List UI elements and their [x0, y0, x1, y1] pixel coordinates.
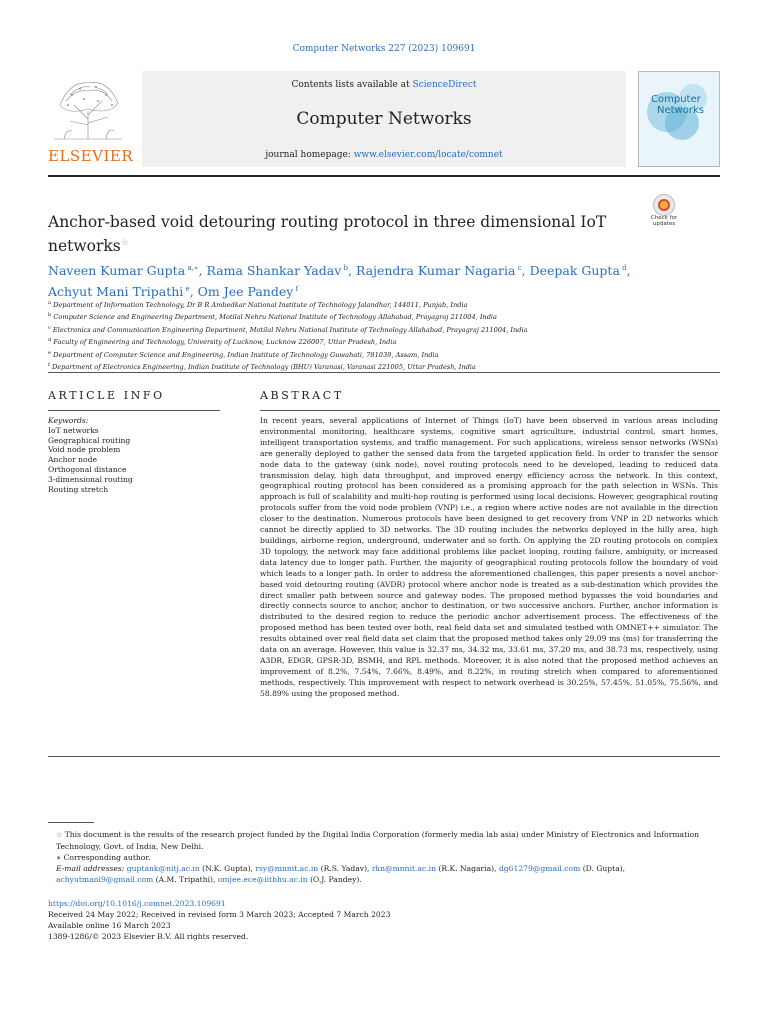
contents-prefix: Contents lists available at [291, 80, 413, 90]
copyright-line: 1389-1286/© 2023 Elsevier B.V. All rights reserved. [48, 932, 249, 941]
masthead-banner [142, 71, 626, 167]
sciencedirect-link[interactable]: ScienceDirect [412, 80, 477, 90]
elsevier-tree-icon [50, 75, 126, 141]
title-footnote-mark[interactable]: ☆ [120, 238, 129, 248]
corresponding-mark: ∗ [56, 853, 62, 862]
affiliation-item: $^f$ Department of Electronics Engineering, Indian Institute of Technology (BHU) Varanasi, Varanasi 221005, Uttar Pradesh, India [48, 362, 476, 372]
email-link[interactable]: dg61279@gmail.com [498, 864, 581, 873]
keywords-label: Keywords: [48, 416, 89, 425]
abstract-end-rule [48, 756, 720, 757]
abstract-rule [260, 410, 720, 411]
author-affiliation-mark: e [185, 285, 190, 294]
doi-link[interactable]: https://doi.org/10.1016/j.comnet.2023.109691 [48, 899, 226, 908]
affiliation-item: $^c$ Electronics and Communication Engineering Department, Motilal Nehru National Institute of Technology Allahabad, Prayagraj 211004, India [48, 324, 528, 335]
article-info-rule [48, 410, 220, 411]
journal-name[interactable]: Computer Networks [296, 109, 472, 129]
email-link[interactable]: rkn@mnnit.ac.in [371, 864, 436, 873]
contents-line [142, 80, 626, 90]
corresponding-footnote [48, 852, 720, 863]
journal-citation-link[interactable]: Computer Networks 227 (2023) 109691 [292, 44, 476, 54]
author-name[interactable]: Rajendra Kumar Nagaria [355, 263, 516, 279]
homepage-line [142, 150, 626, 160]
affiliation-item: $^e$ Department of Computer Science and Engineering, Indian Institute of Technology Guwahati, 781039, Assam, India [48, 349, 439, 360]
author-name[interactable]: Rama Shankar Yadav [206, 263, 342, 279]
author-affiliation-mark: d [622, 264, 627, 272]
section-rule [48, 372, 720, 373]
keywords-block [48, 416, 228, 494]
author-affiliation-mark: f [295, 285, 299, 294]
homepage-link[interactable]: www.elsevier.com/locate/comnet [353, 150, 503, 160]
publication-info [48, 898, 720, 942]
elsevier-logo[interactable] [48, 71, 134, 167]
author-affiliation-mark: b [343, 264, 348, 272]
check-for-updates-badge[interactable] [647, 194, 681, 230]
funding-footnote-text: This document is the results of the research project funded by the Digital India Corporation (formerly media lab asia) under Ministry of Electronics and Information Technology, Govt. of India, New Delhi. [56, 830, 700, 851]
author-name[interactable]: Achyut Mani Tripathi [48, 284, 184, 300]
cover-title [651, 94, 704, 116]
publisher-name: ELSEVIER [48, 147, 134, 165]
article-info-heading: ARTICLE INFO [48, 389, 165, 402]
affiliation-list [48, 298, 720, 373]
keyword-item: IoT networks [48, 425, 99, 435]
keyword-item: Geographical routing [48, 435, 131, 445]
affiliation-item: $^b$ Computer Science and Engineering Department, Motilal Nehru National Institute of Technology Allahabad, Prayagraj 211004, India [48, 312, 497, 322]
masthead-rule [48, 175, 720, 177]
footnotes [48, 829, 720, 885]
funding-footnote [48, 829, 720, 852]
author-name[interactable]: Naveen Kumar Gupta [48, 263, 186, 279]
email-footnote: E-mail addresses: guptank@nitj.ac.in (N.K. Gupta), rsy@mnnit.ac.in (R.S. Yadav), rkn@mnnit.ac.in (R.K. Nagaria), dg61279@gmail.com (D. Gupta), achyutmani9@gmail.com (A.M. Tripathi), omjee.ece@iitbhu.ac.in (O.J. Pandey). [56, 864, 626, 884]
affiliation-item: $^a$ Department of Information Technology, Dr B R Ambedkar National Institute of Technology Jalandhar, 144011, Punjab, India [48, 300, 468, 310]
affiliation-item: $^d$ Faculty of Engineering and Technology, University of Lucknow, Lucknow 226007, Uttar Pradesh, India [48, 337, 397, 347]
check-updates-icon [653, 194, 675, 216]
keyword-item: Orthogonal distance [48, 464, 127, 474]
article-title [48, 212, 608, 257]
check-updates-label: Check for updates [650, 215, 678, 227]
keyword-item: Void node problem [48, 445, 121, 455]
author-name[interactable]: Deepak Gupta [529, 263, 620, 279]
keyword-item: 3-dimensional routing [48, 474, 133, 484]
author-list: Naveen Kumar Gupta $^{a,∗}$, Rama Shankar Yadav $^b$, Rajendra Kumar Nagaria $^c$, Deepak Gupta $^d$, Achyut Mani Tripathi $^e$, Om Jee Pandey $^f$ [48, 263, 631, 300]
funding-footnote-mark: ☆ [56, 831, 63, 839]
journal-masthead [48, 71, 720, 167]
email-link[interactable]: achyutmani9@gmail.com [56, 875, 154, 884]
abstract-text: In recent years, several applications of Internet of Things (IoT) have been observed in various areas including environmental monitoring, healthcare systems, cognitive smart agriculture, industrial control, smart homes, intelligent transportation systems, and traffic management. For such applications, wireless sensor networks (WSNs) are generally deployed to gather the sensed data from the targeted application field. In order to transfer the sensor node data to the gateway (sink node), novel routing protocols need to be developed, leading to reduced data transmission delay, high data throughput, and improved energy efficiency across the network. In this context, geographical routing protocol has been considered as a promising approach for the path selection in WSNs. This approach is full of scalability and multi-hop routing is performed using local decisions. However, geographical routing protocols suffer from the void node problem (VNP) i.e., a region where active nodes are not available in the direction closer to the destination. Numerous protocols have been designed to get recovery from VNP in 2D networks which cannot be directly applied to 3D networks. The 3D routing includes the networks deployed in the hilly area, high buildings, airborne region, underground, underwater and so forth. On applying the 2D routing protocols on complex 3D topology, the network may face additional problems like packet looping, routing failure, ambiguity, or increased data latency due to longer path. Further, the majority of geographical routing protocols follow the boundary of void which leads to a longer path. In order to address the aforementioned challenges, this paper presents a novel anchor-based void detouring routing (AVDR) protocol where anchor node is treated as a sub-destination which provides the direct smaller path between source and gateway nodes. The proposed method bypasses the void boundaries and directly connects source to anchor, anchor to destination, or two successive anchors. Further, anchor information is distributed to the desired region to reduce the periodic anchor advertisement process. The effectiveness of the proposed method has been tested over both, real field data set and simulated testbed with OMNET++ simulator. The results obtained over real field data set claim that the proposed method takes only 29.09 ms (ms) for transferring the data on an average. However, this value is 32.37 ms, 34.32 ms, 33.61 ms, 37.20 ms, and 38.73 ms, respectively, using A3DR, EDGR, GPSR-3D, BSMH, and RPL methods. Moreover, it is also noted that the proposed method achieves an improvement of 8.2%, 7.54%, 7.66%, 8.49%, and 8.22%, in routing stretch when compared to aforementioned methods, respectively. This improvement with respect to network overhead is 30.25%, 57.45%, 51.05%, 75.56%, and 58.89% using the proposed method. [260, 416, 718, 698]
corresponding-text: Corresponding author. [63, 853, 151, 862]
author-name[interactable]: Om Jee Pandey [197, 284, 294, 300]
email-link[interactable]: rsy@mnnit.ac.in [255, 864, 319, 873]
journal-cover-thumbnail[interactable] [638, 71, 720, 167]
homepage-prefix: journal homepage: [265, 150, 354, 160]
cover-title-line: Networks [657, 105, 704, 116]
keyword-item: Anchor node [48, 455, 97, 465]
keyword-item: Routing stretch [48, 484, 109, 494]
email-link[interactable]: omjee.ece@iitbhu.ac.in [217, 875, 308, 884]
article-title-text: Anchor-based void detouring routing protocol in three dimensional IoT networks [48, 213, 607, 256]
cover-title-line: Computer [651, 94, 701, 105]
online-date: Available online 16 March 2023 [48, 921, 171, 930]
email-link[interactable]: guptank@nitj.ac.in [126, 864, 200, 873]
author-affiliation-mark: a,∗ [187, 264, 199, 272]
author-affiliation-mark: c [517, 264, 522, 272]
received-dates: Received 24 May 2022; Received in revised form 3 March 2023; Accepted 7 March 2023 [48, 910, 391, 919]
footnote-rule [48, 822, 94, 823]
email-label: E-mail addresses: [56, 864, 125, 873]
abstract-heading: ABSTRACT [260, 389, 344, 402]
